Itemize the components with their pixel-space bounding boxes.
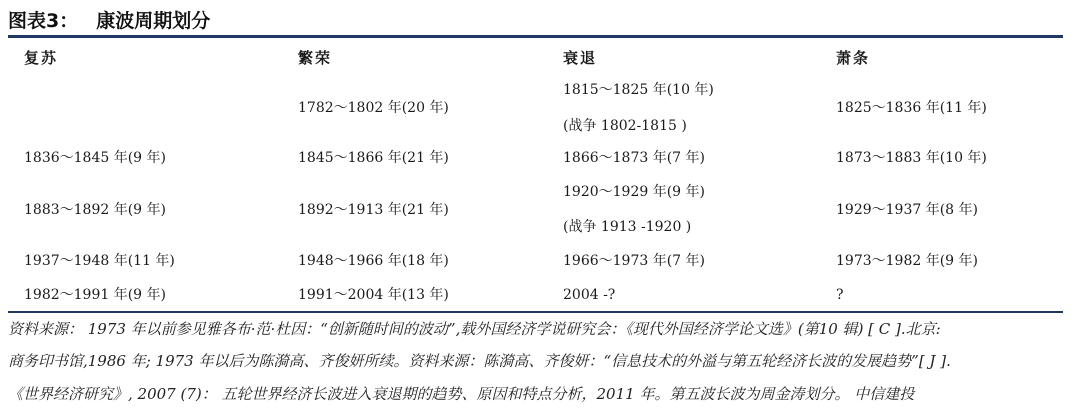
- header-recession: 衰退: [563, 49, 598, 67]
- table-top-rule: [8, 35, 1063, 38]
- cell-prosperity-4: 1948～1966 年(18 年): [298, 253, 449, 269]
- cell-depression-4: 1973～1982 年(9 年): [836, 253, 978, 269]
- cell-recovery-4: 1937～1948 年(11 年): [24, 253, 175, 269]
- table-bottom-rule: [8, 311, 1063, 313]
- cell-depression-3: 1929～1937 年(8 年): [836, 202, 978, 218]
- cell-recovery-2: 1836～1845 年(9 年): [24, 150, 166, 166]
- cell-prosperity-2: 1845～1866 年(21 年): [298, 150, 449, 166]
- source-note-line-2: 商务印书馆,1986 年; 1973 年以后为陈漪高、齐俊妍所续。资料来源：陈漪高、齐俊妍：“信息技术的外溢与第五轮经济长波的发展趋势”[ J ].: [8, 352, 951, 370]
- cell-recession-4: 1966～1973 年(7 年): [563, 253, 705, 269]
- cell-recession-3b: (战争 1913 -1920 ): [563, 219, 692, 235]
- cell-depression-5: ?: [836, 287, 844, 303]
- header-recovery: 复苏: [24, 49, 59, 67]
- header-depression: 萧条: [836, 49, 871, 67]
- source-note-line-3: 《世界经济研究》, 2007 (7)： 五轮世界经济长波进入衰退期的趋势、原因和特点分析，2011 年。第五波长波为周金涛划分。 中信建投: [8, 385, 915, 403]
- header-prosperity: 繁荣: [298, 49, 333, 67]
- figure-title: [8, 6, 210, 33]
- source-note-line-1: 资料来源： 1973 年以前参见雅各布·范·杜因：“创新随时间的波动”,载外国经济学说研究会：《现代外国经济学论文选》(第10 辑) [ C ].北京:: [8, 320, 941, 338]
- figure-title-text: 康波周期划分: [96, 10, 211, 32]
- figure-number: 图表3：: [8, 10, 79, 32]
- cell-depression-2: 1873～1883 年(10 年): [836, 150, 987, 166]
- cell-depression-1: 1825～1836 年(11 年): [836, 100, 987, 116]
- cell-prosperity-1: 1782～1802 年(20 年): [298, 100, 449, 116]
- cell-recession-2: 1866～1873 年(7 年): [563, 150, 705, 166]
- cell-prosperity-5: 1991～2004 年(13 年): [298, 287, 449, 303]
- cell-recovery-3: 1883～1892 年(9 年): [24, 202, 166, 218]
- cell-recession-3a: 1920～1929 年(9 年): [563, 184, 705, 200]
- cell-recovery-5: 1982～1991 年(9 年): [24, 287, 166, 303]
- cell-prosperity-3: 1892～1913 年(21 年): [298, 202, 449, 218]
- cell-recession-5: 2004 -?: [563, 287, 616, 303]
- cell-recession-1b: (战争 1802-1815 ): [563, 118, 687, 134]
- cell-recession-1a: 1815～1825 年(10 年): [563, 82, 714, 98]
